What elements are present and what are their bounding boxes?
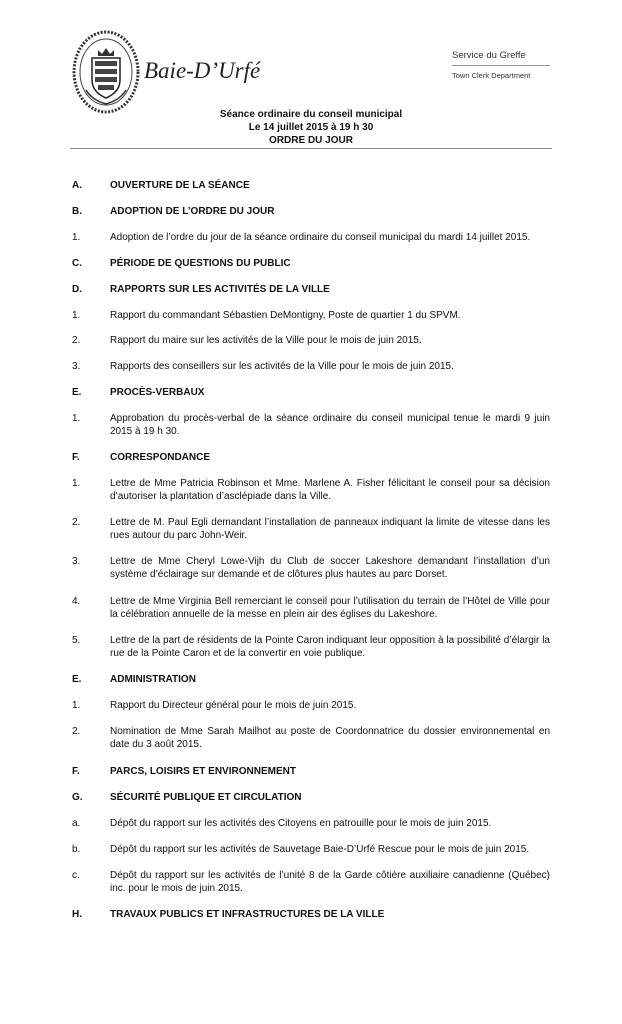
town-name: Baie-D’Urfé bbox=[144, 58, 261, 83]
agenda-text: Approbation du procès-verbal de la séance ordinaire du conseil municipal tenue le mardi 9 juin 2015 à 19 h 30. bbox=[110, 413, 550, 437]
agenda-label: 4. bbox=[72, 596, 81, 607]
agenda-label: 2. bbox=[72, 517, 81, 528]
agenda-text: Adoption de l’ordre du jour de la séance ordinaire du conseil municipal du mardi 14 juillet 2015. bbox=[110, 232, 531, 243]
agenda-text: Lettre de Mme Patricia Robinson et Mme. Marlene A. Fisher félicitant le conseil pour sa décision d’autoriser la plantation d’asclépiade dans la Ville. bbox=[110, 478, 550, 502]
agenda-label: 5. bbox=[72, 635, 81, 646]
agenda-heading: TRAVAUX PUBLICS ET INFRASTRUCTURES DE LA VILLE bbox=[110, 909, 385, 920]
agenda-label: F. bbox=[72, 452, 80, 463]
agenda-label: b. bbox=[72, 844, 81, 855]
agenda-heading: PARCS, LOISIRS ET ENVIRONNEMENT bbox=[110, 766, 296, 777]
agenda-label: E. bbox=[72, 387, 82, 398]
agenda-heading: SÉCURITÉ PUBLIQUE ET CIRCULATION bbox=[110, 792, 302, 803]
agenda-label: 2. bbox=[72, 335, 81, 346]
agenda-text: Dépôt du rapport sur les activités de Sauvetage Baie-D’Urfé Rescue pour le mois de juin 2015. bbox=[110, 844, 530, 855]
agenda-label: 1. bbox=[72, 310, 81, 321]
agenda-label: H. bbox=[72, 909, 82, 920]
agenda-heading: OUVERTURE DE LA SÉANCE bbox=[110, 180, 250, 191]
agenda-label: E. bbox=[72, 674, 82, 685]
agenda-text: Lettre de Mme Cheryl Lowe-Vijh du Club de soccer Lakeshore demandant l’installation d’un système d’éclairage sur demande et de clôtures plus hautes au parc Dorset. bbox=[110, 556, 550, 580]
agenda-label: 3. bbox=[72, 361, 81, 372]
agenda-heading: PÉRIODE DE QUESTIONS DU PUBLIC bbox=[110, 258, 291, 269]
agenda-label: C. bbox=[72, 258, 82, 269]
agenda-label: 1. bbox=[72, 413, 81, 424]
agenda-text: Dépôt du rapport sur les activités de l’unité 8 de la Garde côtière auxiliaire canadienne (Québec) inc. pour le mois de juin 2015. bbox=[110, 870, 550, 894]
agenda-text: Rapport du Directeur général pour le mois de juin 2015. bbox=[110, 700, 357, 711]
agenda-heading: CORRESPONDANCE bbox=[110, 452, 211, 463]
agenda-label: 1. bbox=[72, 700, 81, 711]
department-en: Town Clerk Department bbox=[452, 71, 531, 80]
agenda-label: a. bbox=[72, 818, 81, 829]
agenda-text: Rapports des conseillers sur les activités de la Ville pour le mois de juin 2015. bbox=[110, 361, 454, 372]
agenda-label: B. bbox=[72, 206, 82, 217]
agenda-heading: RAPPORTS SUR LES ACTIVITÉS DE LA VILLE bbox=[110, 284, 330, 295]
agenda-label: 2. bbox=[72, 726, 81, 737]
agenda-heading: PROCÈS-VERBAUX bbox=[110, 387, 205, 398]
agenda-label: 3. bbox=[72, 556, 81, 567]
agenda-heading: ADMINISTRATION bbox=[110, 674, 196, 685]
agenda-text: Lettre de M. Paul Egli demandant l’installation de panneaux indiquant la limite de vitesse dans les rues autour du parc John-Weir. bbox=[110, 517, 550, 541]
agenda-text: Nomination de Mme Sarah Mailhot au poste de Coordonnatrice du dossier environnemental en date du 3 août 2015. bbox=[110, 726, 550, 750]
department-fr: Service du Greffe bbox=[452, 50, 550, 66]
agenda-text: Lettre de Mme Virginia Bell remerciant le conseil pour l’utilisation du terrain de l’Hôtel de Ville pour la célébration annuelle de la messe en plein air des églises du Lakeshore. bbox=[110, 596, 550, 620]
title-line-2: Le 14 juillet 2015 à 19 h 30 bbox=[248, 122, 374, 133]
agenda-text: Lettre de la part de résidents de la Pointe Caron indiquant leur opposition à la possibilité d’élargir la rue de la Pointe Caron et de la convertir en voie publique. bbox=[110, 635, 550, 659]
agenda-label: D. bbox=[72, 284, 82, 295]
agenda-label: 1. bbox=[72, 232, 81, 243]
agenda-label: G. bbox=[72, 792, 83, 803]
agenda-text: Dépôt du rapport sur les activités des Citoyens en patrouille pour le mois de juin 2015. bbox=[110, 818, 492, 829]
title-line-3: ORDRE DU JOUR bbox=[269, 135, 353, 146]
agenda-heading: ADOPTION DE L’ORDRE DU JOUR bbox=[110, 206, 275, 217]
agenda-label: A. bbox=[72, 180, 82, 191]
agenda-text: Rapport du maire sur les activités de la Ville pour le mois de juin 2015. bbox=[110, 335, 422, 346]
agenda-label: F. bbox=[72, 766, 80, 777]
agenda-label: c. bbox=[72, 870, 80, 881]
agenda-label: 1. bbox=[72, 478, 81, 489]
agenda-text: Rapport du commandant Sébastien DeMontigny, Poste de quartier 1 du SPVM. bbox=[110, 310, 461, 321]
title-line-1: Séance ordinaire du conseil municipal bbox=[219, 109, 403, 120]
